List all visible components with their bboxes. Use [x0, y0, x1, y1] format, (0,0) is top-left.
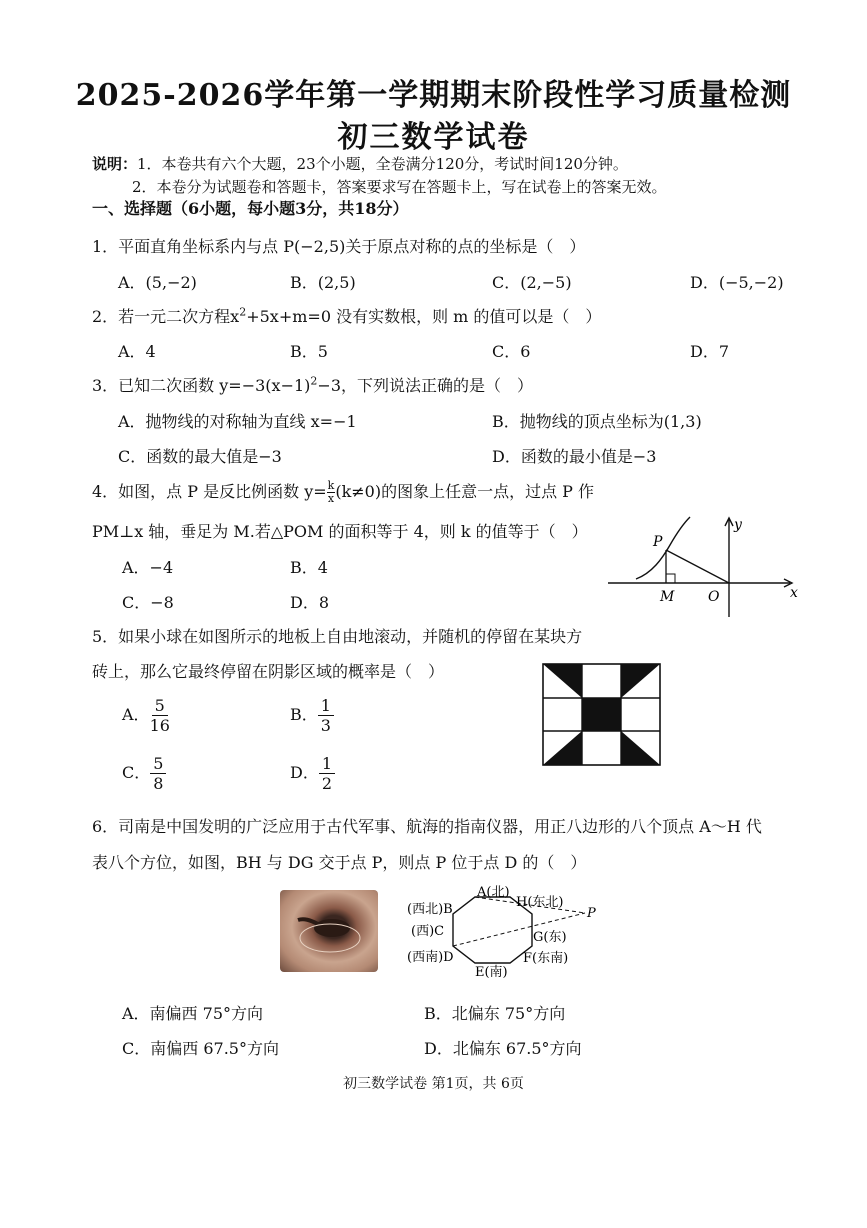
note-line-2: 2．本卷分为试题卷和答题卡，答案要求写在答题卡上，写在试卷上的答案无效。 [132, 178, 667, 196]
q5-c-den: 8 [153, 774, 164, 794]
exam-subtitle: 初三数学试卷 [337, 120, 530, 155]
q1-option-b: B．(2,5) [290, 273, 356, 292]
label-e: E(南) [475, 965, 508, 980]
q4-stem-part-a: 4．如图，点 P 是反比例函数 y= [92, 482, 327, 501]
q5-option-b [290, 696, 334, 735]
q3-option-a: A．抛物线的对称轴为直线 x=−1 [118, 412, 357, 431]
q1-option-a: A．(5,−2) [118, 273, 197, 292]
q3-option-b: B．抛物线的顶点坐标为(1,3) [492, 412, 702, 431]
q5-d-fraction [319, 754, 335, 793]
sinan-compass-photo [280, 890, 378, 972]
q5-a-letter: A． [122, 705, 150, 725]
q5-b-num: 1 [318, 696, 334, 716]
question-5-stem-line-2: 砖上，那么它最终停留在阴影区域的概率是（ ） [92, 662, 445, 681]
note-line-1 [92, 153, 628, 174]
label-y: y [734, 517, 742, 533]
q4-option-a: A．−4 [122, 558, 174, 577]
note-prefix: 说明： [92, 155, 138, 173]
label-h: H(东北) [516, 895, 564, 910]
q6-option-c: C．南偏西 67.5°方向 [122, 1039, 279, 1058]
label-p: P [587, 906, 596, 921]
q5-option-a [122, 696, 170, 735]
q2-stem-part-b: +5x+m=0 没有实数根，则 m 的值可以是（ ） [246, 307, 602, 326]
label-m: M [660, 589, 675, 605]
q4-option-d: D．8 [290, 593, 330, 612]
q3-exponent: 2 [310, 374, 318, 388]
hyperbola-curve [636, 517, 690, 579]
q2-option-c: C．6 [492, 342, 531, 361]
q4-frac-num: k [327, 479, 335, 493]
q4-option-c: C．−8 [122, 593, 174, 612]
q5-c-fraction [150, 754, 166, 793]
label-x: x [790, 585, 798, 601]
label-d: (西南)D [407, 950, 454, 965]
question-6-stem-line-2: 表八个方位，如图，BH 与 DG 交于点 P，则点 P 位于点 D 的（ ） [92, 853, 587, 872]
q5-option-c [122, 754, 166, 793]
q5-d-num: 1 [319, 754, 335, 774]
page-footer: 初三数学试卷 第1页，共 6页 [343, 1076, 524, 1092]
question-2-stem [92, 304, 601, 327]
sinan-spoon-icon [280, 890, 378, 972]
q6-octagon-figure [405, 880, 605, 980]
q3-option-d: D．函数的最小值是−3 [492, 447, 657, 466]
q2-option-d: D．7 [690, 342, 730, 361]
question-5-stem-line-1: 5．如果小球在如图所示的地板上自由地滚动，并随机的停留在某块方 [92, 627, 583, 646]
q4-option-b: B．4 [290, 558, 328, 577]
right-angle-mark [666, 574, 675, 583]
q5-a-num: 5 [152, 696, 168, 716]
q2-option-a: A．4 [118, 342, 156, 361]
question-4-stem-line-2: PM⊥x 轴，垂足为 M.若△POM 的面积等于 4，则 k 的值等于（ ） [92, 522, 588, 541]
q5-b-den: 3 [320, 716, 331, 736]
label-a: A(北) [477, 885, 510, 900]
q3-stem-part-a: 3．已知二次函数 y=−3(x−1) [92, 376, 311, 395]
label-b: (西北)B [407, 902, 453, 917]
label-c: (西)C [411, 924, 445, 939]
q4-hyperbola-figure [600, 515, 805, 620]
q5-a-den: 16 [149, 716, 170, 736]
q5-d-letter: D． [290, 763, 319, 783]
q5-b-fraction [318, 696, 334, 735]
q5-c-num: 5 [150, 754, 166, 774]
q5-b-letter: B． [290, 705, 318, 725]
q4-frac-den: x [327, 492, 335, 505]
label-g: G(东) [533, 930, 567, 945]
q5-a-fraction [150, 696, 170, 735]
q3-stem-part-b: −3，下列说法正确的是（ ） [317, 376, 533, 395]
q1-option-d: D．(−5,−2) [690, 273, 784, 292]
label-o: O [708, 589, 720, 605]
label-p: P [653, 534, 663, 550]
q1-option-c: C．(2,−5) [492, 273, 572, 292]
question-3-stem [92, 373, 533, 396]
q3-option-c: C．函数的最大值是−3 [118, 447, 282, 466]
section-heading: 一、选择题（6小题，每小题3分，共18分） [92, 199, 409, 218]
note-text-1: 1．本卷共有六个大题，23个小题，全卷满分120分，考试时间120分钟。 [137, 155, 628, 173]
q6-option-b: B．北偏东 75°方向 [424, 1004, 566, 1023]
q5-floor-figure [542, 663, 662, 767]
q2-exponent: 2 [239, 305, 247, 319]
exam-title: 2025-2026学年第一学期期末阶段性学习质量检测 [75, 78, 792, 113]
q5-c-letter: C． [122, 763, 151, 783]
question-4-stem [92, 479, 594, 505]
question-1-stem: 1．平面直角坐标系内与点 P(−2,5)关于原点对称的点的坐标是（ ） [92, 237, 586, 256]
q5-option-d [290, 754, 335, 793]
q2-stem-part-a: 2．若一元二次方程x [92, 307, 240, 326]
q6-option-a: A．南偏西 75°方向 [122, 1004, 264, 1023]
shaded-center-square [582, 698, 621, 731]
label-f: F(东南) [523, 951, 569, 966]
question-6-stem-line-1: 6．司南是中国发明的广泛应用于古代军事、航海的指南仪器，用正八边形的八个顶点 A～H 代 [92, 817, 762, 836]
q6-option-d: D．北偏东 67.5°方向 [424, 1039, 582, 1058]
q4-stem-part-b: (k≠0)的图象上任意一点，过点 P 作 [335, 482, 595, 501]
q2-option-b: B．5 [290, 342, 328, 361]
q5-d-den: 2 [321, 774, 333, 794]
